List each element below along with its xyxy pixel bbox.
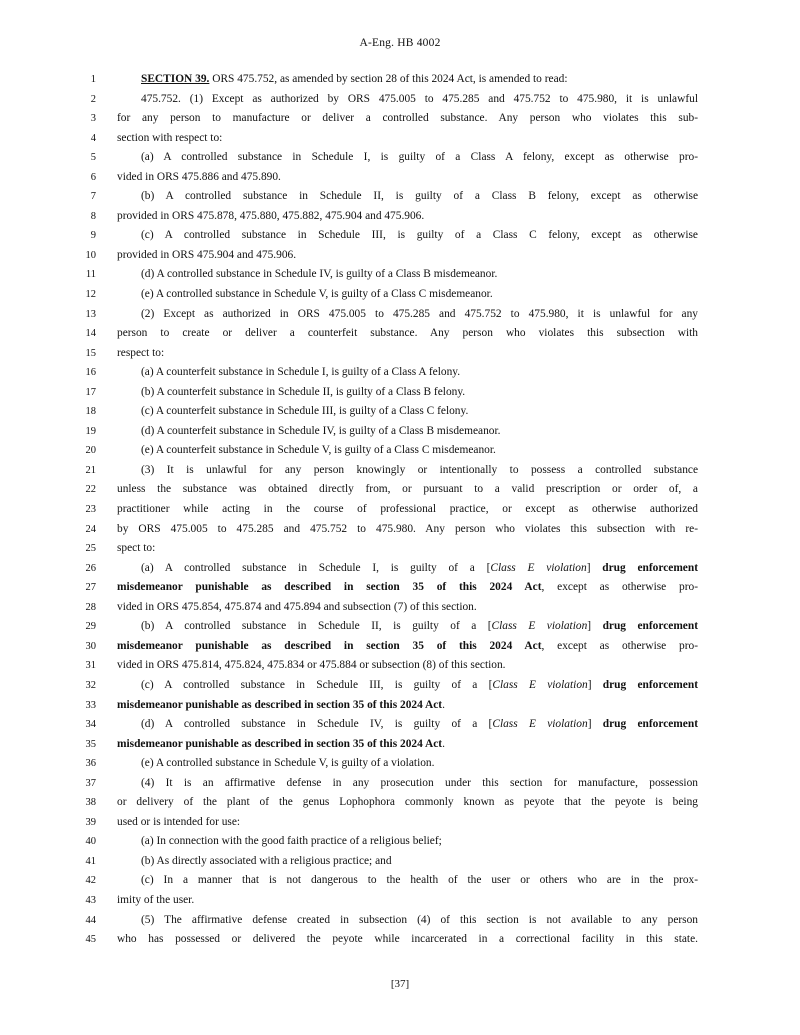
line-number: 29: [85, 621, 96, 633]
line-text: [117, 363, 698, 383]
text-run: ]: [586, 561, 603, 574]
document-line: [0, 285, 800, 305]
text-run: ]: [587, 620, 603, 633]
document-line: [0, 813, 800, 833]
line-text: [117, 168, 698, 188]
document-line: [0, 383, 800, 403]
document-line: [0, 344, 800, 364]
line-text: [117, 637, 698, 657]
text-run: vided in ORS 475.886 and 475.890.: [117, 170, 281, 183]
line-number: 22: [85, 484, 96, 496]
document-line: [0, 363, 800, 383]
line-text: [117, 402, 698, 422]
document-line: [0, 539, 800, 559]
text-run: for any person to manufacture or deliver a controlled substance. Any person who violates this sub-: [117, 112, 698, 125]
text-run: (b) A controlled substance in Schedule II, is guilty of a Class B felony, except as otherwise: [141, 190, 698, 203]
text-run: (a) A controlled substance in Schedule I, is guilty of a Class A felony, except as otherwise pro-: [141, 151, 698, 164]
document-line: [0, 637, 800, 657]
text-run: or delivery of the plant of the genus Lophophora commonly known as peyote that the peyote is being: [117, 796, 698, 809]
line-number: 33: [85, 699, 96, 711]
text-run: person to create or deliver a counterfeit substance. Any person who violates this subsection with: [117, 327, 698, 340]
text-run: (3) It is unlawful for any person knowingly or intentionally to possess a controlled substance: [141, 463, 698, 476]
line-number: 19: [85, 425, 96, 437]
line-number: 16: [85, 367, 96, 379]
line-text: [117, 774, 698, 794]
document-line: [0, 520, 800, 540]
text-run: ORS 475.752, as amended by section 28 of this 2024 Act, is amended to read:: [209, 73, 568, 85]
document-line: [0, 324, 800, 344]
text-run: (2) Except as authorized in ORS 475.005 to 475.285 and 475.752 to 475.980, it is unlawful for any: [141, 307, 698, 320]
text-run: (a) In connection with the good faith practice of a religious belief;: [141, 835, 442, 848]
line-text: [117, 480, 698, 500]
text-run: spect to:: [117, 542, 156, 555]
document-line: [0, 187, 800, 207]
line-text: [117, 539, 698, 559]
text-run: (b) As directly associated with a religious practice; and: [141, 854, 392, 867]
section-heading: SECTION 39.: [141, 73, 210, 85]
line-text: [117, 559, 698, 579]
amended-text: drug enforcement: [602, 678, 698, 691]
line-text: [117, 832, 698, 852]
line-number: 38: [85, 797, 96, 809]
text-run: (d) A counterfeit substance in Schedule IV, is guilty of a Class B misdemeanor.: [141, 424, 501, 437]
document-line: [0, 441, 800, 461]
line-text: [117, 754, 698, 774]
text-run: (d) A controlled substance in Schedule IV, is guilty of a [: [141, 718, 493, 731]
line-number: 27: [85, 582, 96, 594]
line-number: 31: [85, 660, 96, 672]
line-number: 28: [85, 601, 96, 613]
line-text: [117, 187, 698, 207]
amended-text: drug enforcement: [602, 620, 698, 633]
line-text: [117, 656, 698, 676]
line-text: [117, 871, 698, 891]
line-text: [117, 109, 698, 129]
line-text: [117, 696, 698, 716]
document-line: [0, 696, 800, 716]
text-run: unless the substance was obtained directly from, or pursuant to a valid prescription or order of, a: [117, 483, 698, 496]
line-number: 34: [85, 719, 96, 731]
document-line: [0, 656, 800, 676]
line-text: [117, 226, 698, 246]
line-text: [117, 911, 698, 931]
line-number: 15: [85, 347, 96, 359]
line-number: 8: [90, 210, 96, 222]
line-number: 18: [85, 406, 96, 418]
document-line: [0, 500, 800, 520]
line-text: [117, 305, 698, 325]
line-number: 45: [85, 934, 96, 946]
document-line: [0, 265, 800, 285]
line-number: 13: [85, 308, 96, 320]
line-text: [117, 441, 698, 461]
line-text: [117, 129, 698, 149]
document-line: [0, 774, 800, 794]
deleted-text: Class E violation: [491, 620, 588, 633]
line-text: [117, 344, 698, 364]
line-number: 10: [85, 249, 96, 261]
text-run: .: [442, 737, 445, 750]
text-run: used or is intended for use:: [117, 815, 241, 828]
document-line: [0, 305, 800, 325]
line-number: 25: [85, 543, 96, 555]
line-number: 21: [85, 464, 96, 476]
line-number: 2: [90, 93, 96, 105]
document-line: [0, 871, 800, 891]
line-text: [117, 90, 698, 110]
text-run: (a) A controlled substance in Schedule I, is guilty of a [: [141, 561, 491, 574]
document-line: [0, 930, 800, 950]
document-line: [0, 207, 800, 227]
document-line: [0, 598, 800, 618]
text-run: provided in ORS 475.904 and 475.906.: [117, 248, 297, 261]
document-line: [0, 90, 800, 110]
text-run: .: [442, 698, 445, 711]
text-run: , except as otherwise pro-: [541, 581, 698, 594]
document-line: [0, 578, 800, 598]
line-number: 4: [90, 132, 96, 144]
line-number: 7: [90, 191, 96, 203]
text-run: vided in ORS 475.814, 475.824, 475.834 or 475.884 or subsection (8) of this section.: [117, 659, 506, 672]
document-line: [0, 402, 800, 422]
line-number: 3: [90, 113, 96, 125]
line-number: 1: [90, 74, 96, 85]
line-number: 40: [85, 836, 96, 848]
line-number: 9: [90, 230, 96, 242]
line-number: 41: [85, 855, 96, 867]
document-line: [0, 715, 800, 735]
deleted-text: Class E violation: [492, 678, 588, 691]
document-line: [0, 148, 800, 168]
line-text: [117, 617, 698, 637]
amended-text: misdemeanor punishable as described in section 35 of this 2024 Act: [117, 737, 443, 750]
document-line: [0, 246, 800, 266]
page-header: A-Eng. HB 4002: [359, 37, 441, 49]
line-number: 12: [85, 289, 96, 301]
line-text: [117, 891, 698, 911]
line-text: [117, 813, 698, 833]
line-text: [117, 148, 698, 168]
text-run: provided in ORS 475.878, 475.880, 475.882, 475.904 and 475.906.: [117, 209, 425, 222]
text-run: (4) It is an affirmative defense in any prosecution under this section for manufacture, possession: [141, 776, 698, 789]
document-line: [0, 852, 800, 872]
deleted-text: Class E violation: [492, 718, 588, 731]
document-line: [0, 891, 800, 911]
line-number: 32: [85, 679, 96, 691]
line-text: [117, 930, 698, 950]
text-run: imity of the user.: [117, 893, 195, 906]
line-text: [117, 852, 698, 872]
line-number: 20: [85, 445, 96, 457]
line-text: [117, 793, 698, 813]
text-run: (c) A controlled substance in Schedule III, is guilty of a [: [141, 678, 493, 691]
document-line: [0, 832, 800, 852]
line-text: [117, 676, 698, 696]
line-number: 24: [85, 523, 96, 535]
line-text: [117, 324, 698, 344]
document-line: [0, 617, 800, 637]
text-run: (a) A counterfeit substance in Schedule I, is guilty of a Class A felony.: [141, 366, 461, 379]
document-line: [0, 480, 800, 500]
document-line: [0, 70, 800, 90]
line-number: 11: [85, 269, 96, 281]
text-run: , except as otherwise pro-: [541, 639, 698, 652]
amended-text: misdemeanor punishable as described in section 35 of this 2024 Act: [117, 581, 542, 594]
line-number: 26: [85, 562, 96, 574]
document-line: [0, 109, 800, 129]
line-text: [117, 285, 698, 305]
text-run: section with respect to:: [117, 131, 223, 144]
document-line: [0, 754, 800, 774]
document-line: [0, 226, 800, 246]
line-text: [117, 520, 698, 540]
line-number: 35: [85, 738, 96, 750]
line-text: [117, 207, 698, 227]
text-run: (c) A counterfeit substance in Schedule III, is guilty of a Class C felony.: [141, 405, 469, 418]
line-text: [117, 598, 698, 618]
text-run: (5) The affirmative defense created in subsection (4) of this section is not available to any person: [141, 913, 698, 926]
text-run: practitioner while acting in the course of professional practice, or except as otherwise authorized: [117, 503, 698, 516]
text-run: by ORS 475.005 to 475.285 and 475.752 to 475.980. Any person who violates this subsection with re-: [117, 522, 698, 535]
line-number: 36: [85, 758, 96, 770]
document-line: [0, 461, 800, 481]
text-run: (b) A counterfeit substance in Schedule II, is guilty of a Class B felony.: [141, 385, 466, 398]
text-run: vided in ORS 475.854, 475.874 and 475.894 and subsection (7) of this section.: [117, 600, 477, 613]
line-number: 42: [85, 875, 96, 887]
line-number: 23: [85, 504, 96, 516]
text-run: (e) A counterfeit substance in Schedule V, is guilty of a Class C misdemeanor.: [141, 444, 496, 457]
text-run: (c) A controlled substance in Schedule III, is guilty of a Class C felony, except as otherwise: [141, 229, 698, 242]
line-number: 37: [85, 777, 96, 789]
line-text: [117, 383, 698, 403]
text-run: who has possessed or delivered the peyote while incarcerated in a correctional facility in this state.: [117, 933, 698, 946]
line-number: 39: [85, 816, 96, 828]
line-text: [117, 578, 698, 598]
line-text: [117, 70, 698, 90]
page-number: [37]: [390, 978, 410, 990]
line-text: [117, 500, 698, 520]
line-text: [117, 246, 698, 266]
text-run: ]: [587, 678, 603, 691]
line-text: [117, 422, 698, 442]
text-run: 475.752. (1) Except as authorized by ORS 475.005 to 475.285 and 475.752 to 475.980, it is unlawful: [141, 92, 698, 105]
document-line: [0, 168, 800, 188]
line-text: [117, 265, 698, 285]
line-text: [117, 461, 698, 481]
line-number: 14: [85, 328, 96, 340]
document-line: [0, 735, 800, 755]
line-text: [117, 735, 698, 755]
text-run: (c) In a manner that is not dangerous to the health of the user or others who are in the prox-: [141, 874, 698, 887]
text-run: (e) A controlled substance in Schedule V, is guilty of a Class C misdemeanor.: [141, 288, 493, 301]
text-run: respect to:: [117, 346, 165, 359]
text-run: (e) A controlled substance in Schedule V, is guilty of a violation.: [141, 757, 435, 770]
text-run: (d) A controlled substance in Schedule IV, is guilty of a Class B misdemeanor.: [141, 268, 498, 281]
document-body: [0, 70, 800, 950]
deleted-text: Class E violation: [490, 561, 587, 574]
amended-text: drug enforcement: [602, 718, 698, 731]
document-line: [0, 793, 800, 813]
document-line: [0, 676, 800, 696]
line-number: 6: [90, 171, 96, 183]
amended-text: misdemeanor punishable as described in section 35 of this 2024 Act: [117, 639, 542, 652]
text-run: ]: [587, 718, 603, 731]
line-number: 5: [90, 152, 96, 164]
line-number: 43: [85, 894, 96, 906]
amended-text: drug enforcement: [602, 561, 698, 574]
document-line: [0, 422, 800, 442]
line-number: 30: [85, 640, 96, 652]
amended-text: misdemeanor punishable as described in section 35 of this 2024 Act: [117, 698, 443, 711]
line-number: 44: [85, 914, 96, 926]
document-line: [0, 129, 800, 149]
text-run: (b) A controlled substance in Schedule II, is guilty of a [: [141, 620, 492, 633]
line-number: 17: [85, 386, 96, 398]
document-line: [0, 559, 800, 579]
line-text: [117, 715, 698, 735]
document-line: [0, 911, 800, 931]
